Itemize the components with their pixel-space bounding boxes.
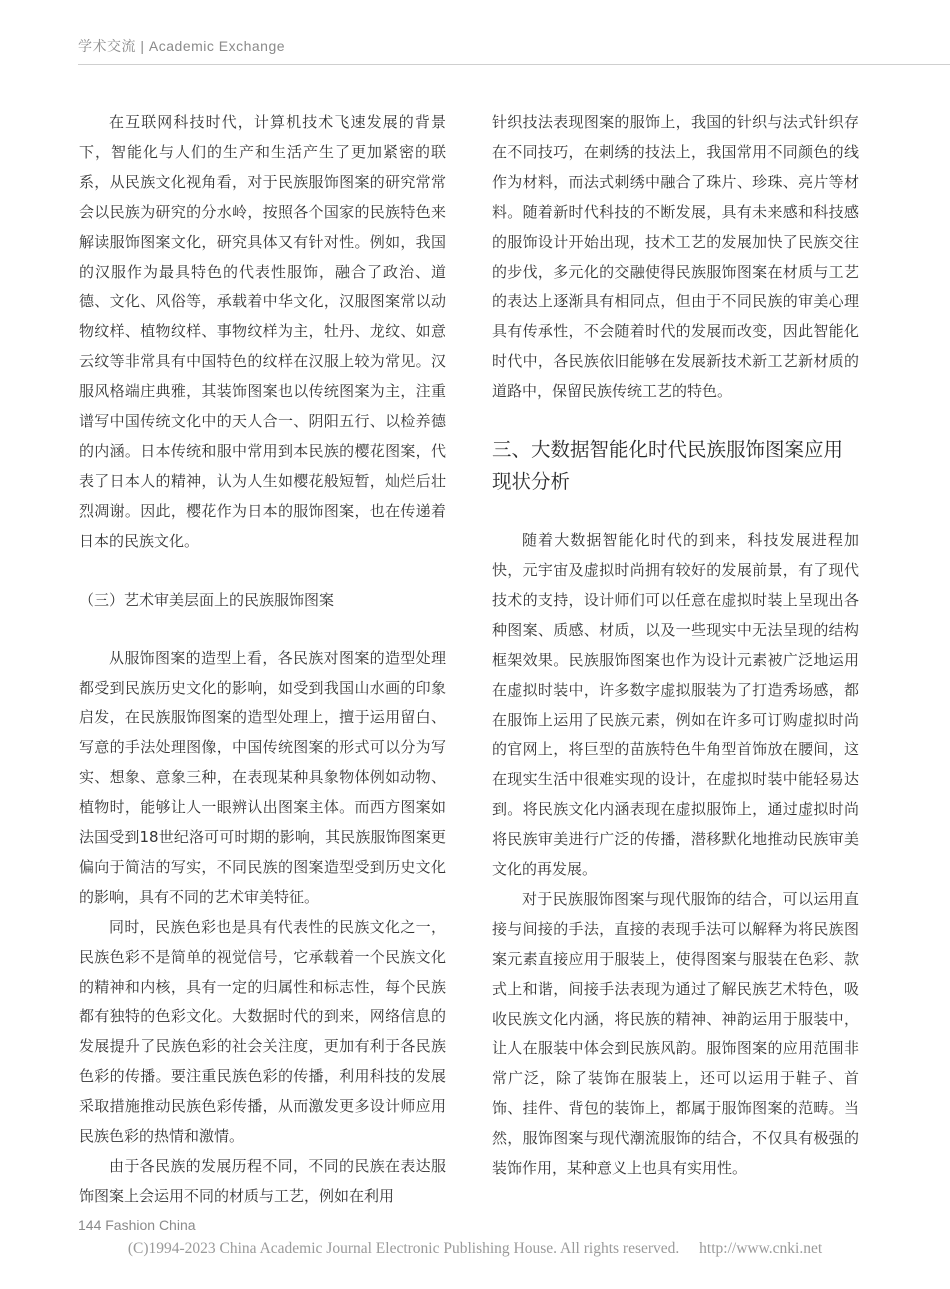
right-paragraph-1: 针织技法表现图案的服饰上，我国的针织与法式针织存在不同技巧，在刺绣的技法上，我国常用不同颜色的线作为材料，而法式刺绣中融合了珠片、珍珠、亮片等材料。随着新时代科技的不断发展，具有未来感和科技感的服饰设计开始出现，技术工艺的发展加快了民族交往的步伐，多元化的交融使得民族服饰图案在材质与工艺的表达上逐渐具有相同点，但由于不同民族的审美心理具有传承性，不会随着时代的发展而改变，因此智能化时代中，各民族依旧能够在发展新技术新工艺新材质的道路中，保留民族传统工艺的特色。 [492, 113, 859, 401]
journal-section-header: 学术交流 | Academic Exchange [78, 38, 286, 54]
left-paragraph-4: 由于各民族的发展历程不同，不同的民族在表达服饰图案上会运用不同的材质与工艺，例如在利用 [79, 1157, 446, 1205]
left-paragraph-3: 同时，民族色彩也是具有代表性的民族文化之一，民族色彩不是简单的视觉信号，它承载着一个民族文化的精神和内核，具有一定的归属性和标志性，每个民族都有独特的色彩文化。大数据时代的到来，网络信息的发展提升了民族色彩的社会关注度，更加有利于各民族色彩的传播。要注重民族色彩的传播，利用科技的发展采取措施推动民族色彩传播，从而激发更多设计师应用民族色彩的热情和激情。 [79, 917, 446, 1146]
right-column [492, 108, 859, 1184]
copyright-notice: (C)1994-2023 China Academic Journal Electronic Publishing House. All rights reserved. [127, 1240, 680, 1257]
left-paragraph-2: 从服饰图案的造型上看，各民族对图案的造型处理都受到民族历史文化的影响，如受到我国山水画的印象启发，在民族服饰图案的造型处理上，擅于运用留白、写意的手法处理图像，中国传统图案的形式可以分为写实、想象、意象三种，在表现某种具象物体例如动物、植物时，能够让人一眼辨认出图案主体。而西方图案如法国受到18世纪洛可可时期的影响，其民族服饰图案更偏向于简洁的写实，不同民族的图案造型受到历史文化的影响，具有不同的艺术审美特征。 [79, 648, 446, 906]
subheading-art-aesthetics: （三）艺术审美层面上的民族服饰图案 [79, 590, 335, 609]
cnki-url[interactable]: http://www.cnki.net [699, 1240, 823, 1257]
left-column [79, 108, 446, 1212]
page-footer: 144 Fashion China [78, 1217, 196, 1233]
left-paragraph-1: 在互联网科技时代，计算机技术飞速发展的背景下，智能化与人们的生产和生活产生了更加紧密的联系，从民族文化视角看，对于民族服饰图案的研究常常会以民族为研究的分水岭，按照各个国家的民族特色来解读服饰图案文化，研究具体又有针对性。例如，我国的汉服作为最具特色的代表性服饰，融合了政治、道德、文化、风俗等，承载着中华文化，汉服图案常以动物纹样、植物纹样、事物纹样为主，牡丹、龙纹、如意云纹等非常具有中国特色的纹样在汉服上较为常见。汉服风格端庄典雅，其装饰图案也以传统图案为主，注重谱写中国传统文化中的天人合一、阴阳五行、以检养德的内涵。日本传统和服中常用到本民族的樱花图案，代表了日本人的精神，认为人生如樱花般短暂，灿烂后壮烈凋谢。因此，樱花作为日本的服饰图案，也在传递着日本的民族文化。 [79, 113, 446, 550]
copyright-line [0, 1240, 950, 1258]
header-divider [78, 64, 950, 65]
section-title-3: 三、大数据智能化时代民族服饰图案应用现状分析 [492, 438, 844, 494]
right-paragraph-3: 对于民族服饰图案与现代服饰的结合，可以运用直接与间接的手法，直接的表现手法可以解释为将民族图案元素直接应用于服装上，使得图案与服装在色彩、款式上和谐，间接手法表现为通过了解民族艺术特色，吸收民族文化内涵，将民族的精神、神韵运用于服装中，让人在服装中体会到民族风韵。服饰图案的应用范围非常广泛，除了装饰在服装上，还可以运用于鞋子、首饰、挂件、背包的装饰上，都属于服饰图案的范畴。当然，服饰图案与现代潮流服饰的结合，不仅具有极强的装饰作用，某种意义上也具有实用性。 [492, 889, 859, 1178]
right-paragraph-2: 随着大数据智能化时代的到来，科技发展进程加快，元宇宙及虚拟时尚拥有较好的发展前景，有了现代技术的支持，设计师们可以任意在虚拟时装上呈现出各种图案、质感、材质，以及一些现实中无法呈现的结构框架效果。民族服饰图案也作为设计元素被广泛地运用在虚拟时装中，许多数字虚拟服装为了打造秀场感，都在服饰上运用了民族元素，例如在许多可订购虚拟时尚的官网上，将巨型的苗族特色牛角型首饰放在腰间，这在现实生活中很难实现的设计，在虚拟时装中能轻易达到。将民族文化内涵表现在虚拟服饰上，通过虚拟时尚将民族审美进行广泛的传播，潜移默化地推动民族审美文化的再发展。 [492, 531, 859, 879]
